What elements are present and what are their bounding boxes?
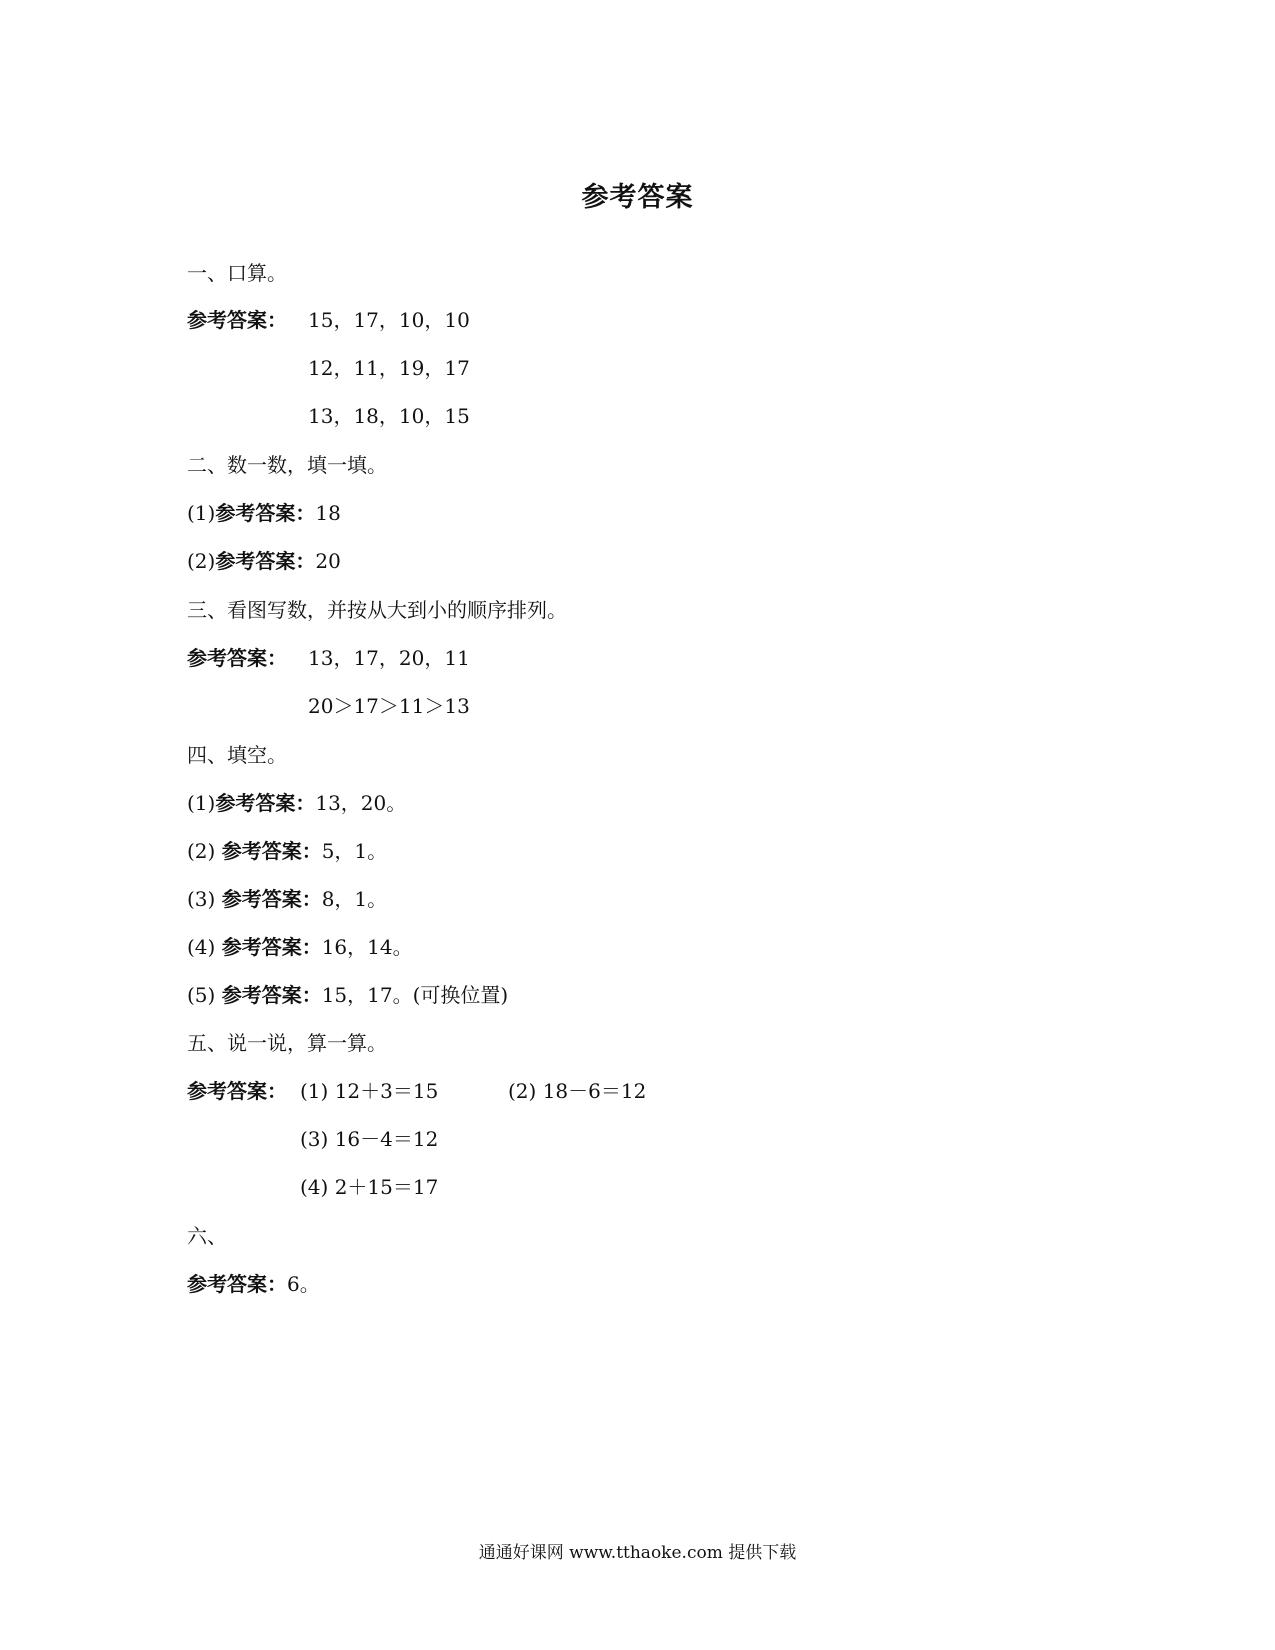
section-1-heading: 一、口算。: [187, 261, 287, 285]
answer-value: 16，14。: [321, 935, 413, 959]
equation: (3) 16－4＝12: [300, 1127, 439, 1151]
answer-value: 20: [315, 549, 341, 573]
section-5-heading: 五、说一说，算一算。: [187, 1031, 387, 1055]
section-4-item: [187, 793, 406, 813]
answer-label: 参考答案：: [221, 839, 322, 863]
equation: (1) 12＋3＝15: [300, 1079, 439, 1103]
section-3-answer-row: 20＞17＞11＞13: [308, 694, 470, 718]
section-2-item: [187, 551, 341, 571]
section-3-heading: 三、看图写数，并按从大到小的顺序排列。: [187, 598, 567, 622]
item-number: (1): [187, 501, 216, 525]
equation: (2) 18－6＝12: [508, 1079, 647, 1103]
section-6-heading: 六、: [187, 1224, 227, 1248]
answer-label: 参考答案：: [187, 1272, 287, 1296]
section-4-item: [187, 937, 413, 957]
item-number: (3): [187, 887, 216, 911]
section-4-heading: 四、填空。: [187, 743, 287, 767]
answer-label: 参考答案：: [215, 501, 316, 525]
section-1-answer-row: 13，18，10，15: [308, 404, 470, 428]
answer-label: 参考答案：: [221, 935, 322, 959]
section-2-heading: 二、数一数，填一填。: [187, 453, 387, 477]
section-4-item: [187, 889, 387, 909]
answer-value: 6。: [287, 1272, 320, 1296]
item-number: (2): [187, 839, 216, 863]
section-5-answer-label: 参考答案：: [187, 1079, 287, 1103]
section-3-answer-row: 13，17，20，11: [308, 646, 470, 670]
answer-value: 18: [315, 501, 341, 525]
answer-value: 15，17。(可换位置): [321, 983, 509, 1007]
answer-label: 参考答案：: [215, 549, 316, 573]
item-number: (2): [187, 549, 216, 573]
page-title: 参考答案: [581, 182, 694, 213]
section-1-answer-label: 参考答案：: [187, 308, 287, 332]
item-number: (5): [187, 983, 216, 1007]
equation: (4) 2＋15＝17: [300, 1175, 439, 1199]
answer-value: 8，1。: [321, 887, 388, 911]
answer-label: 参考答案：: [215, 791, 316, 815]
answer-value: 13，20。: [315, 791, 407, 815]
section-1-answer-row: 12，11，19，17: [308, 356, 470, 380]
item-number: (4): [187, 935, 216, 959]
answer-label: 参考答案：: [221, 983, 322, 1007]
section-4-item: [187, 841, 387, 861]
footer-text: 通通好课网 www.tthaoke.com 提供下载: [478, 1543, 797, 1563]
section-1-answer-row: 15，17，10，10: [308, 308, 470, 332]
answer-value: 5，1。: [321, 839, 388, 863]
section-6-item: [187, 1274, 320, 1294]
section-4-item: [187, 985, 508, 1005]
item-number: (1): [187, 791, 216, 815]
section-3-answer-label: 参考答案：: [187, 646, 287, 670]
answer-label: 参考答案：: [221, 887, 322, 911]
section-2-item: [187, 503, 341, 523]
